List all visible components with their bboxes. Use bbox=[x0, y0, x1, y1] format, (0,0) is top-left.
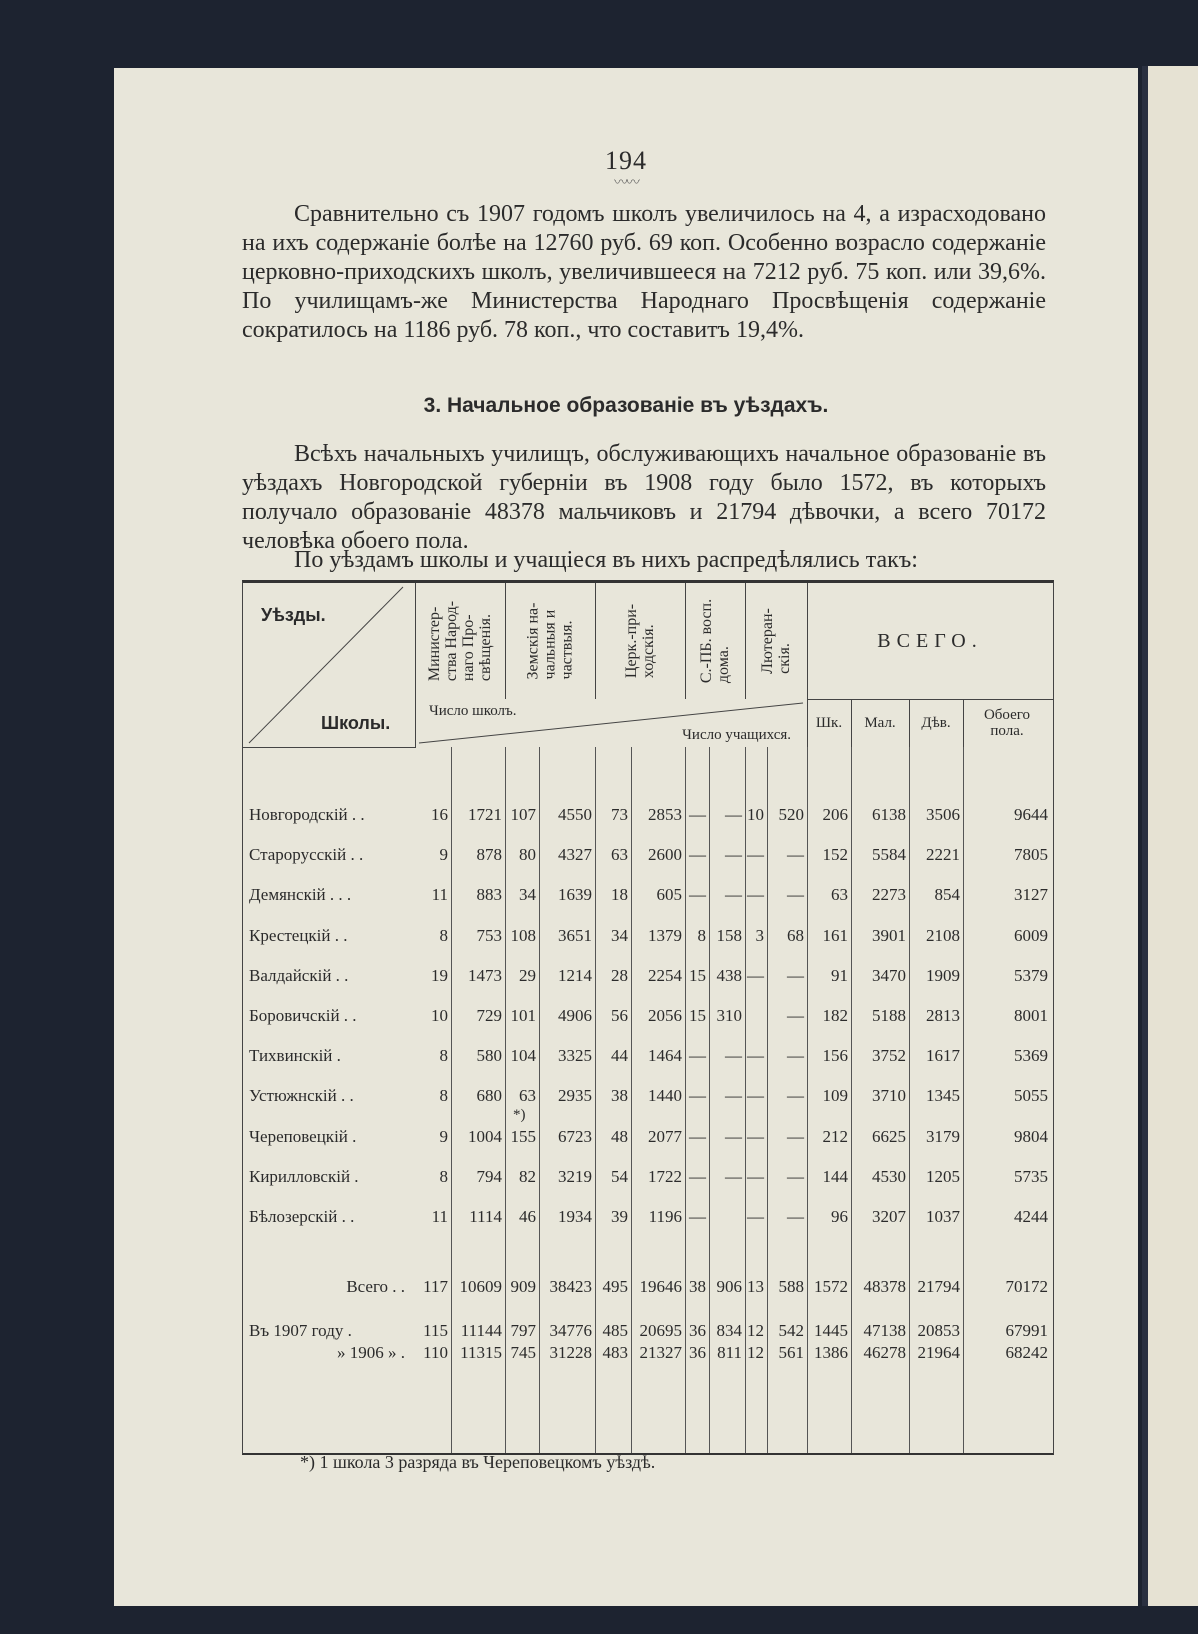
table-cell: 3651 bbox=[558, 925, 592, 945]
table-cell: 56 bbox=[611, 1006, 628, 1025]
paragraph-3-text: По уѣздамъ школы и учащіеся въ нихъ распредѣлялись такъ: bbox=[294, 547, 918, 573]
table-cell: 745 bbox=[510, 1343, 536, 1362]
table-cell: 3710 bbox=[872, 1086, 906, 1106]
table-cell: 7805 bbox=[1014, 845, 1048, 865]
table-cell: 13 bbox=[747, 1277, 764, 1296]
table-cell: 883 bbox=[476, 885, 502, 905]
table-cell: 63 bbox=[831, 885, 848, 905]
document-page bbox=[114, 68, 1138, 1606]
table-cell: 580 bbox=[476, 1046, 502, 1066]
row-label: » 1906 » . bbox=[337, 1343, 405, 1362]
table-cell: 4327 bbox=[558, 845, 592, 865]
table-cell: 48378 bbox=[863, 1277, 906, 1296]
paragraph-2-text: Всѣхъ начальныхъ училищъ, обслуживающихъ начальное образованіе въ уѣздахъ Новгородской губерніи въ 1908 году было 1572, въ которыхъ получало образованіе 48378 мальчиковъ и 21794 дѣвочки, а всего 70172 человѣка обоего пола. bbox=[242, 441, 1046, 554]
table-cell: 46278 bbox=[863, 1343, 906, 1362]
table-cell: — bbox=[787, 845, 804, 865]
table-cell: 110 bbox=[423, 1343, 448, 1362]
table-cell: — bbox=[747, 1046, 764, 1066]
table-cell: 38 bbox=[689, 1277, 706, 1296]
section-heading: 3. Начальное образованіе въ уѣздахъ. bbox=[423, 394, 829, 417]
row-label: Устюжнскій . . bbox=[249, 1086, 354, 1106]
table-cell: 310 bbox=[716, 1006, 742, 1025]
table-row bbox=[243, 996, 1051, 1036]
table-cell: 5584 bbox=[872, 845, 906, 865]
label-number-of-pupils: Число учащихся. bbox=[682, 727, 791, 743]
table-cell: 70172 bbox=[1005, 1277, 1048, 1296]
table-cell: 6138 bbox=[872, 805, 906, 824]
table-cell: 5735 bbox=[1014, 1166, 1048, 1186]
table-cell: 39 bbox=[611, 1207, 628, 1226]
statistics-table bbox=[242, 580, 1054, 1455]
table-cell: 6625 bbox=[872, 1126, 906, 1146]
row-label: Новгородскій . . bbox=[249, 805, 365, 824]
table-cell: 1345 bbox=[926, 1086, 960, 1106]
table-cell: 588 bbox=[778, 1277, 804, 1296]
table-cell: 5188 bbox=[872, 1006, 906, 1025]
table-cell: — bbox=[747, 1126, 764, 1146]
table-cell: — bbox=[725, 805, 742, 824]
table-cell: 34776 bbox=[549, 1321, 592, 1340]
row-label: Валдайскій . . bbox=[249, 965, 349, 985]
table-cell: 485 bbox=[602, 1321, 628, 1340]
table-cell: — bbox=[689, 805, 706, 824]
group-label-spb: С.-ПБ. восп. дома. bbox=[698, 598, 732, 684]
table-cell: 3207 bbox=[872, 1207, 906, 1226]
table-cell: 68242 bbox=[1005, 1343, 1048, 1362]
table-cell: 9804 bbox=[1014, 1126, 1048, 1146]
row-label: Крестецкій . . bbox=[249, 925, 348, 945]
table-cell: 8 bbox=[439, 925, 448, 945]
table-cell: 2077 bbox=[648, 1126, 682, 1146]
table-cell: 1445 bbox=[814, 1321, 848, 1340]
table-cell: 161 bbox=[822, 925, 848, 945]
table-cell: 5369 bbox=[1014, 1046, 1048, 1066]
table-cell: 10 bbox=[431, 1006, 448, 1025]
table-cell: 1004 bbox=[468, 1126, 502, 1146]
table-row bbox=[243, 875, 1051, 915]
table-cell: 3219 bbox=[558, 1166, 592, 1186]
table-cell: — bbox=[787, 1166, 804, 1186]
table-cell: 101 bbox=[510, 1006, 536, 1025]
total-header: ВСЕГО. bbox=[877, 629, 983, 652]
table-row bbox=[243, 916, 1051, 956]
table-cell: — bbox=[689, 1166, 706, 1186]
table-cell: 38 bbox=[611, 1086, 628, 1106]
total-row bbox=[243, 1267, 1051, 1307]
table-cell: 2813 bbox=[926, 1006, 960, 1025]
row-label: Демянскій . . . bbox=[249, 885, 352, 905]
table-cell: 854 bbox=[934, 885, 960, 905]
table-cell: — bbox=[787, 1006, 804, 1025]
table-cell: 811 bbox=[717, 1343, 742, 1362]
table-cell: — bbox=[689, 1207, 706, 1226]
paragraph-1-text: Сравнительно съ 1907 годомъ школъ увеличилось на 4, а израсходовано на ихъ содержаніе болѣе на 12760 руб. 69 коп. Особенно возрасло содержаніе церковно-приходскихъ школъ, увеличившееся на 7212 руб. 75 коп. или 39,6%. По училищамъ-же Министерства Народнаго Просвѣщенія содержаніе сократилось на 1186 руб. 78 коп., что составитъ 19,4%. bbox=[242, 201, 1046, 343]
table-cell: 4244 bbox=[1014, 1207, 1048, 1226]
table-cell: 4530 bbox=[872, 1166, 906, 1186]
table-cell: — bbox=[689, 1126, 706, 1146]
group-label-zemstvo: Земскія на- чальныя и частвыя. bbox=[524, 602, 576, 680]
table-cell: 29 bbox=[519, 965, 536, 985]
paragraph-2 bbox=[242, 440, 1046, 556]
table-cell: 438 bbox=[716, 965, 742, 985]
table-cell: 80 bbox=[519, 845, 536, 865]
table-cell bbox=[709, 1197, 745, 1237]
table-cell: — bbox=[747, 1086, 764, 1106]
table-cell: 6009 bbox=[1014, 925, 1048, 945]
table-cell: 1037 bbox=[926, 1207, 960, 1226]
table-cell: — bbox=[747, 965, 764, 985]
table-cell: 9644 bbox=[1014, 805, 1048, 824]
table-cell: 1934 bbox=[558, 1207, 592, 1226]
table-cell: 4550 bbox=[558, 805, 592, 824]
prev-year-row bbox=[243, 1333, 1051, 1373]
table-cell: 3506 bbox=[926, 805, 960, 824]
table-cell: 15 bbox=[689, 1006, 706, 1025]
table-cell: 36 bbox=[689, 1321, 706, 1340]
table-cell: 906 bbox=[716, 1277, 742, 1296]
table-cell: 3901 bbox=[872, 925, 906, 945]
subheader-counts bbox=[415, 699, 808, 747]
table-cell: — bbox=[787, 1207, 804, 1226]
table-cell: — bbox=[787, 885, 804, 905]
table-cell: — bbox=[747, 1166, 764, 1186]
table-cell: 794 bbox=[476, 1166, 502, 1186]
table-cell: 44 bbox=[611, 1046, 628, 1066]
table-cell: 20853 bbox=[917, 1321, 960, 1340]
table-cell: — bbox=[747, 885, 764, 905]
row-label: Тихвинскій . bbox=[249, 1046, 341, 1066]
table-cell: 1722 bbox=[648, 1166, 682, 1186]
page-number: 194 bbox=[605, 146, 647, 175]
table-cell: 8 bbox=[439, 1166, 448, 1186]
table-cell: 8 bbox=[697, 925, 706, 945]
table-cell: 1214 bbox=[558, 965, 592, 985]
table-cell: 68 bbox=[787, 925, 804, 945]
table-cell: 605 bbox=[656, 885, 682, 905]
table-row bbox=[243, 1036, 1051, 1076]
table-cell: 152 bbox=[822, 845, 848, 865]
table-cell: 182 bbox=[822, 1006, 848, 1025]
table-cell: 542 bbox=[778, 1321, 804, 1340]
table-cell: 11144 bbox=[460, 1321, 502, 1340]
row-label: Въ 1907 году . bbox=[249, 1321, 352, 1340]
table-cell: 1205 bbox=[926, 1166, 960, 1186]
table-row bbox=[243, 1197, 1051, 1237]
table-cell: 4906 bbox=[558, 1006, 592, 1025]
footnote-marker: *) bbox=[513, 1107, 526, 1123]
table-cell: — bbox=[747, 1207, 764, 1226]
table-cell: 1114 bbox=[469, 1207, 502, 1226]
table-cell: — bbox=[725, 1046, 742, 1066]
table-cell: 155 bbox=[510, 1126, 536, 1146]
table-cell: 520 bbox=[778, 805, 804, 824]
table-cell: 20695 bbox=[639, 1321, 682, 1340]
table-cell: 8001 bbox=[1014, 1006, 1048, 1025]
table-cell bbox=[745, 996, 767, 1036]
table-cell: 11 bbox=[431, 885, 448, 905]
table-cell: 48 bbox=[611, 1126, 628, 1146]
table-cell: 34 bbox=[611, 925, 628, 945]
table-cell: — bbox=[725, 1166, 742, 1186]
table-cell: 2600 bbox=[648, 845, 682, 865]
row-label: Бѣлозерскій . . bbox=[249, 1207, 355, 1226]
table-cell: 36 bbox=[689, 1343, 706, 1362]
table-cell: — bbox=[725, 885, 742, 905]
table-cell: 5055 bbox=[1014, 1086, 1048, 1106]
table-cell: — bbox=[787, 965, 804, 985]
row-label: Кирилловскій . bbox=[249, 1166, 359, 1186]
table-cell: 3127 bbox=[1014, 885, 1048, 905]
table-cell: 561 bbox=[778, 1343, 804, 1362]
table-cell: 206 bbox=[822, 805, 848, 824]
table-cell: 158 bbox=[716, 925, 742, 945]
table-row bbox=[243, 956, 1051, 996]
table-cell: 12 bbox=[747, 1321, 764, 1340]
row-label: Череповецкій . bbox=[249, 1126, 357, 1146]
adjacent-page-edge bbox=[1142, 66, 1198, 1606]
table-cell: 21794 bbox=[917, 1277, 960, 1296]
table-cell: 212 bbox=[822, 1126, 848, 1146]
corner-label-uezdy: Уѣзды. bbox=[261, 605, 326, 625]
table-cell: 11 bbox=[431, 1207, 448, 1226]
row-label: Всего . . bbox=[346, 1277, 405, 1296]
table-cell: 3325 bbox=[558, 1046, 592, 1066]
table-cell: 2273 bbox=[872, 885, 906, 905]
footnote: *) 1 школа 3 разряда въ Череповецкомъ уѣздѣ. bbox=[300, 1452, 656, 1472]
table-cell: 878 bbox=[476, 845, 502, 865]
table-row bbox=[243, 1076, 1051, 1116]
table-cell: 11315 bbox=[460, 1343, 502, 1362]
table-cell: 109 bbox=[822, 1086, 848, 1106]
table-cell: 6723 bbox=[558, 1126, 592, 1146]
table-cell: — bbox=[689, 1086, 706, 1106]
table-cell: 19 bbox=[431, 965, 448, 985]
table-cell: 12 bbox=[747, 1343, 764, 1362]
table-cell: 18 bbox=[611, 885, 628, 905]
group-header-ministry bbox=[415, 583, 506, 699]
group-header-lutheran bbox=[745, 583, 808, 699]
table-cell: — bbox=[787, 1126, 804, 1146]
table-cell: — bbox=[725, 1126, 742, 1146]
table-cell: 21327 bbox=[639, 1343, 682, 1362]
table-row bbox=[243, 1117, 1051, 1157]
total-sub-both: Обоего пола. bbox=[983, 707, 1031, 739]
table-cell: 2853 bbox=[648, 805, 682, 824]
table-cell: 47138 bbox=[863, 1321, 906, 1340]
table-cell: 1473 bbox=[468, 965, 502, 985]
paragraph-3 bbox=[242, 546, 1046, 575]
table-cell: 3470 bbox=[872, 965, 906, 985]
total-sub-schools: Шк. bbox=[807, 699, 852, 747]
table-cell: 8 bbox=[439, 1046, 448, 1066]
table-row bbox=[243, 835, 1051, 875]
table-cell: 63 bbox=[611, 845, 628, 865]
ornament: 〰〰 bbox=[614, 176, 638, 191]
table-cell: 21964 bbox=[917, 1343, 960, 1362]
table-cell: 1909 bbox=[926, 965, 960, 985]
table-cell: — bbox=[787, 1046, 804, 1066]
table-cell: 1617 bbox=[926, 1046, 960, 1066]
table-cell: — bbox=[689, 845, 706, 865]
table-cell: — bbox=[689, 1046, 706, 1066]
group-label-parish: Церк.-при- ходскія. bbox=[623, 603, 657, 679]
table-cell: 82 bbox=[519, 1166, 536, 1186]
table-cell: 67991 bbox=[1005, 1321, 1048, 1340]
table-row bbox=[243, 1157, 1051, 1197]
table-cell: 797 bbox=[510, 1321, 536, 1340]
table-cell: 115 bbox=[423, 1321, 448, 1340]
table-cell: 753 bbox=[476, 925, 502, 945]
table-cell: — bbox=[689, 885, 706, 905]
table-cell: 10609 bbox=[459, 1277, 502, 1296]
group-header-parish bbox=[595, 583, 686, 699]
group-label-ministry: Министер- ства Народ- наго Про- свѣщенія. bbox=[426, 600, 494, 682]
table-cell: 1721 bbox=[468, 805, 502, 824]
group-label-lutheran: Лютеран- скія. bbox=[759, 608, 793, 674]
table-cell: 2254 bbox=[648, 965, 682, 985]
table-cell: 909 bbox=[510, 1277, 536, 1296]
table-cell: 1464 bbox=[648, 1046, 682, 1066]
table-cell: 729 bbox=[476, 1006, 502, 1025]
table-cell: 54 bbox=[611, 1166, 628, 1186]
table-cell: 38423 bbox=[549, 1277, 592, 1296]
table-cell: — bbox=[725, 1086, 742, 1106]
table-cell: — bbox=[747, 845, 764, 865]
total-sub-girls: Дѣв. bbox=[909, 699, 964, 747]
table-cell: 104 bbox=[510, 1046, 536, 1066]
table-cell: 8 bbox=[439, 1086, 448, 1106]
table-cell: 10 bbox=[747, 805, 764, 824]
table-row bbox=[243, 795, 1051, 835]
row-label: Боровичскій . . bbox=[249, 1006, 357, 1025]
table-cell: 3179 bbox=[926, 1126, 960, 1146]
table-cell: — bbox=[725, 845, 742, 865]
table-cell: 2056 bbox=[648, 1006, 682, 1025]
table-cell: 834 bbox=[716, 1321, 742, 1340]
group-header-zemstvo bbox=[505, 583, 596, 699]
row-label: Старорусскій . . bbox=[249, 845, 364, 865]
table-cell: 2935 bbox=[558, 1086, 592, 1106]
table-cell: 3752 bbox=[872, 1046, 906, 1066]
corner-header bbox=[243, 583, 416, 748]
group-header-spb bbox=[685, 583, 746, 699]
table-cell: 9 bbox=[439, 1126, 448, 1146]
table-cell: 16 bbox=[431, 805, 448, 824]
total-sub-boys: Мал. bbox=[851, 699, 910, 747]
table-cell: 680 bbox=[476, 1086, 502, 1106]
table-cell: 46 bbox=[519, 1207, 536, 1226]
table-cell: 28 bbox=[611, 965, 628, 985]
table-cell: 3 bbox=[755, 925, 764, 945]
table-cell: 15 bbox=[689, 965, 706, 985]
table-cell: — bbox=[787, 1086, 804, 1106]
paragraph-1 bbox=[242, 200, 1046, 345]
table-cell: 108 bbox=[510, 925, 536, 945]
table-cell: 9 bbox=[439, 845, 448, 865]
table-cell: 2108 bbox=[926, 925, 960, 945]
table-cell: 144 bbox=[822, 1166, 848, 1186]
table-cell: 73 bbox=[611, 805, 628, 824]
table-cell: 1440 bbox=[648, 1086, 682, 1106]
table-cell: 1572 bbox=[814, 1277, 848, 1296]
table-cell: 63 bbox=[519, 1086, 536, 1106]
table-cell: 117 bbox=[423, 1277, 448, 1296]
table-cell: 19646 bbox=[639, 1277, 682, 1296]
table-cell: 495 bbox=[602, 1277, 628, 1296]
corner-label-shkoly: Школы. bbox=[321, 713, 391, 733]
table-cell: 5379 bbox=[1014, 965, 1048, 985]
table-cell: 156 bbox=[822, 1046, 848, 1066]
table-cell: 96 bbox=[831, 1207, 848, 1226]
table-cell: 107 bbox=[510, 805, 536, 824]
label-number-of-schools: Число школъ. bbox=[429, 703, 517, 719]
table-cell: 1639 bbox=[558, 885, 592, 905]
table-cell: 483 bbox=[602, 1343, 628, 1362]
table-cell: 1379 bbox=[648, 925, 682, 945]
table-cell: 1196 bbox=[648, 1207, 682, 1226]
table-cell: 34 bbox=[519, 885, 536, 905]
table-cell: 31228 bbox=[549, 1343, 592, 1362]
table-cell: 1386 bbox=[814, 1343, 848, 1362]
table-cell: 2221 bbox=[926, 845, 960, 865]
table-cell: 91 bbox=[831, 965, 848, 985]
